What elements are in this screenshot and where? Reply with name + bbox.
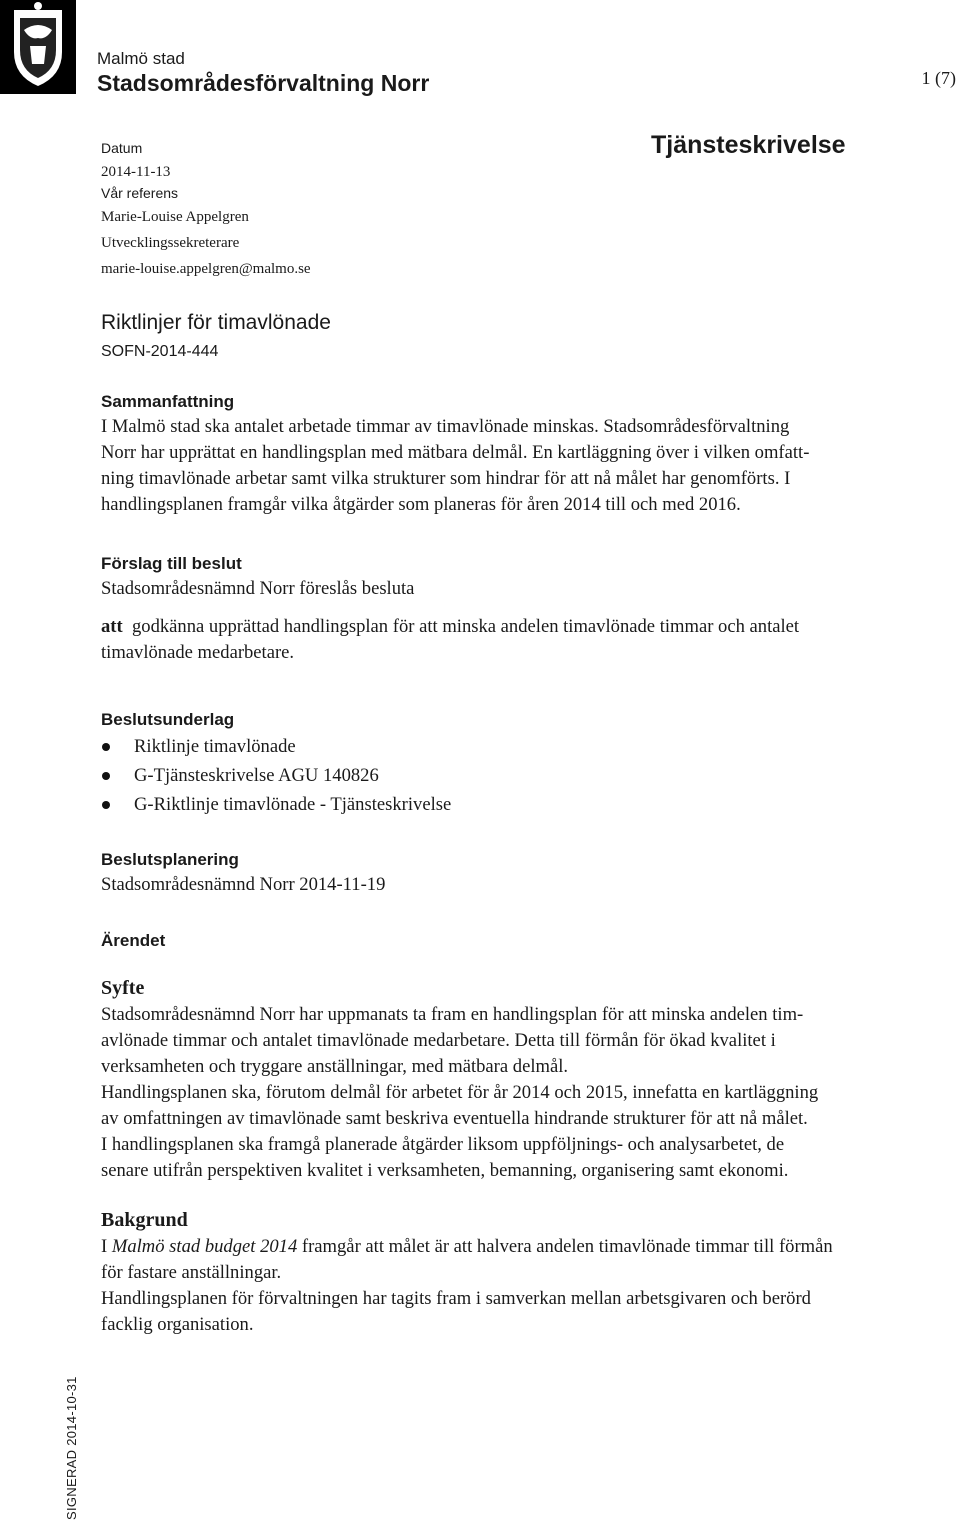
- document-type: Tjänsteskrivelse: [651, 131, 846, 159]
- purpose-line: avlönade timmar och antalet timavlönade medarbetare. Detta till förmån för ökad kvalitet i: [101, 1030, 776, 1051]
- matter-heading: Ärendet: [101, 931, 166, 950]
- background-text: I Malmö stad budget 2014 framgår att målet är att halvera andelen timavlönade timmar till förmån för fastare anställningar. Handlingsplanen för förvaltningen har tagits fram i samverkan mellan arbetsgivaren och berörd facklig organisation.: [101, 1234, 956, 1338]
- background-line: Handlingsplanen för förvaltningen har tagits fram i samverkan mellan arbetsgivaren och berörd: [101, 1288, 811, 1309]
- purpose-heading: Syfte: [101, 977, 145, 999]
- summary-line: handlingsplanen framgår vilka åtgärder som planeras för åren 2014 till och med 2016.: [101, 494, 741, 515]
- background-heading: Bakgrund: [101, 1209, 188, 1231]
- summary-line: ning timavlönade arbetar samt vilka strukturer som hindrar för att nå målet har genomförts. I: [101, 468, 791, 489]
- proposal-line: godkänna upprättad handlingsplan för att minska andelen timavlönade timmar och antalet: [131, 616, 800, 637]
- city-coat-of-arms-logo: [0, 0, 76, 94]
- date-value: 2014-11-13: [101, 164, 171, 180]
- background-line: för fastare anställningar.: [101, 1262, 282, 1283]
- summary-heading: Sammanfattning: [101, 392, 235, 411]
- reference-label: Vår referens: [101, 185, 179, 201]
- document-title: Riktlinjer för timavlönade: [101, 311, 331, 334]
- att-keyword: att: [101, 616, 123, 637]
- contact-name: Marie-Louise Appelgren: [101, 209, 249, 225]
- purpose-line: senare utifrån perspektiven kvalitet i verksamheten, bemanning, organisering samt ekonomi.: [101, 1160, 789, 1181]
- background-line: facklig organisation.: [101, 1314, 254, 1335]
- bullet-icon: [102, 772, 110, 780]
- organization-unit: Stadsområdesförvaltning Norr: [97, 70, 430, 96]
- proposal-decision: [101, 614, 956, 666]
- page-number: 1 (7): [921, 68, 956, 88]
- decision-planning-text: Stadsområdesnämnd Norr 2014-11-19: [101, 874, 386, 895]
- bullet-icon: [102, 743, 110, 751]
- signed-stamp: SIGNERAD 2014-10-31: [64, 1376, 79, 1520]
- decision-basis-heading: Beslutsunderlag: [101, 710, 235, 729]
- bullet-icon: [102, 801, 110, 809]
- contact-email: marie-louise.appelgren@malmo.se: [101, 261, 311, 277]
- purpose-line: av omfattningen av timavlönade samt beskriva eventuella hindrande strukturer för att nå målet.: [101, 1108, 808, 1129]
- date-label: Datum: [101, 140, 143, 156]
- proposal-intro: Stadsområdesnämnd Norr föreslås besluta: [101, 578, 415, 599]
- list-item: G-Tjänsteskrivelse AGU 140826: [101, 761, 451, 790]
- decision-planning-heading: Beslutsplanering: [101, 850, 239, 869]
- summary-line: Norr har upprättat en handlingsplan med mätbara delmål. En kartläggning över i vilken omfatt-: [101, 442, 810, 463]
- proposal-line: timavlönade medarbetare.: [101, 642, 295, 663]
- list-item: Riktlinje timavlönade: [101, 732, 451, 761]
- summary-line: I Malmö stad ska antalet arbetade timmar av timavlönade minskas. Stadsområdesförvaltning: [101, 416, 790, 437]
- proposal-heading: Förslag till beslut: [101, 554, 242, 573]
- purpose-line: Stadsområdesnämnd Norr har uppmanats ta fram en handlingsplan för att minska andelen tim-: [101, 1004, 804, 1025]
- list-item: G-Riktlinje timavlönade - Tjänsteskrivelse: [101, 790, 451, 819]
- summary-text: [101, 414, 956, 518]
- purpose-text: [101, 1002, 956, 1184]
- purpose-line: I handlingsplanen ska framgå planerade åtgärder liksom uppföljnings- och analysarbetet, de: [101, 1134, 785, 1155]
- decision-basis-list: [101, 732, 451, 819]
- contact-role: Utvecklingssekreterare: [101, 235, 240, 251]
- case-reference: SOFN-2014-444: [101, 343, 219, 360]
- purpose-line: verksamheten och tryggare anställningar, med mätbara delmål.: [101, 1056, 569, 1077]
- organization-city: Malmö stad: [97, 49, 185, 68]
- purpose-line: Handlingsplanen ska, förutom delmål för arbetet för år 2014 och 2015, innefatta en kartläggning: [101, 1082, 819, 1103]
- budget-document-reference: Malmö stad budget 2014: [111, 1236, 298, 1257]
